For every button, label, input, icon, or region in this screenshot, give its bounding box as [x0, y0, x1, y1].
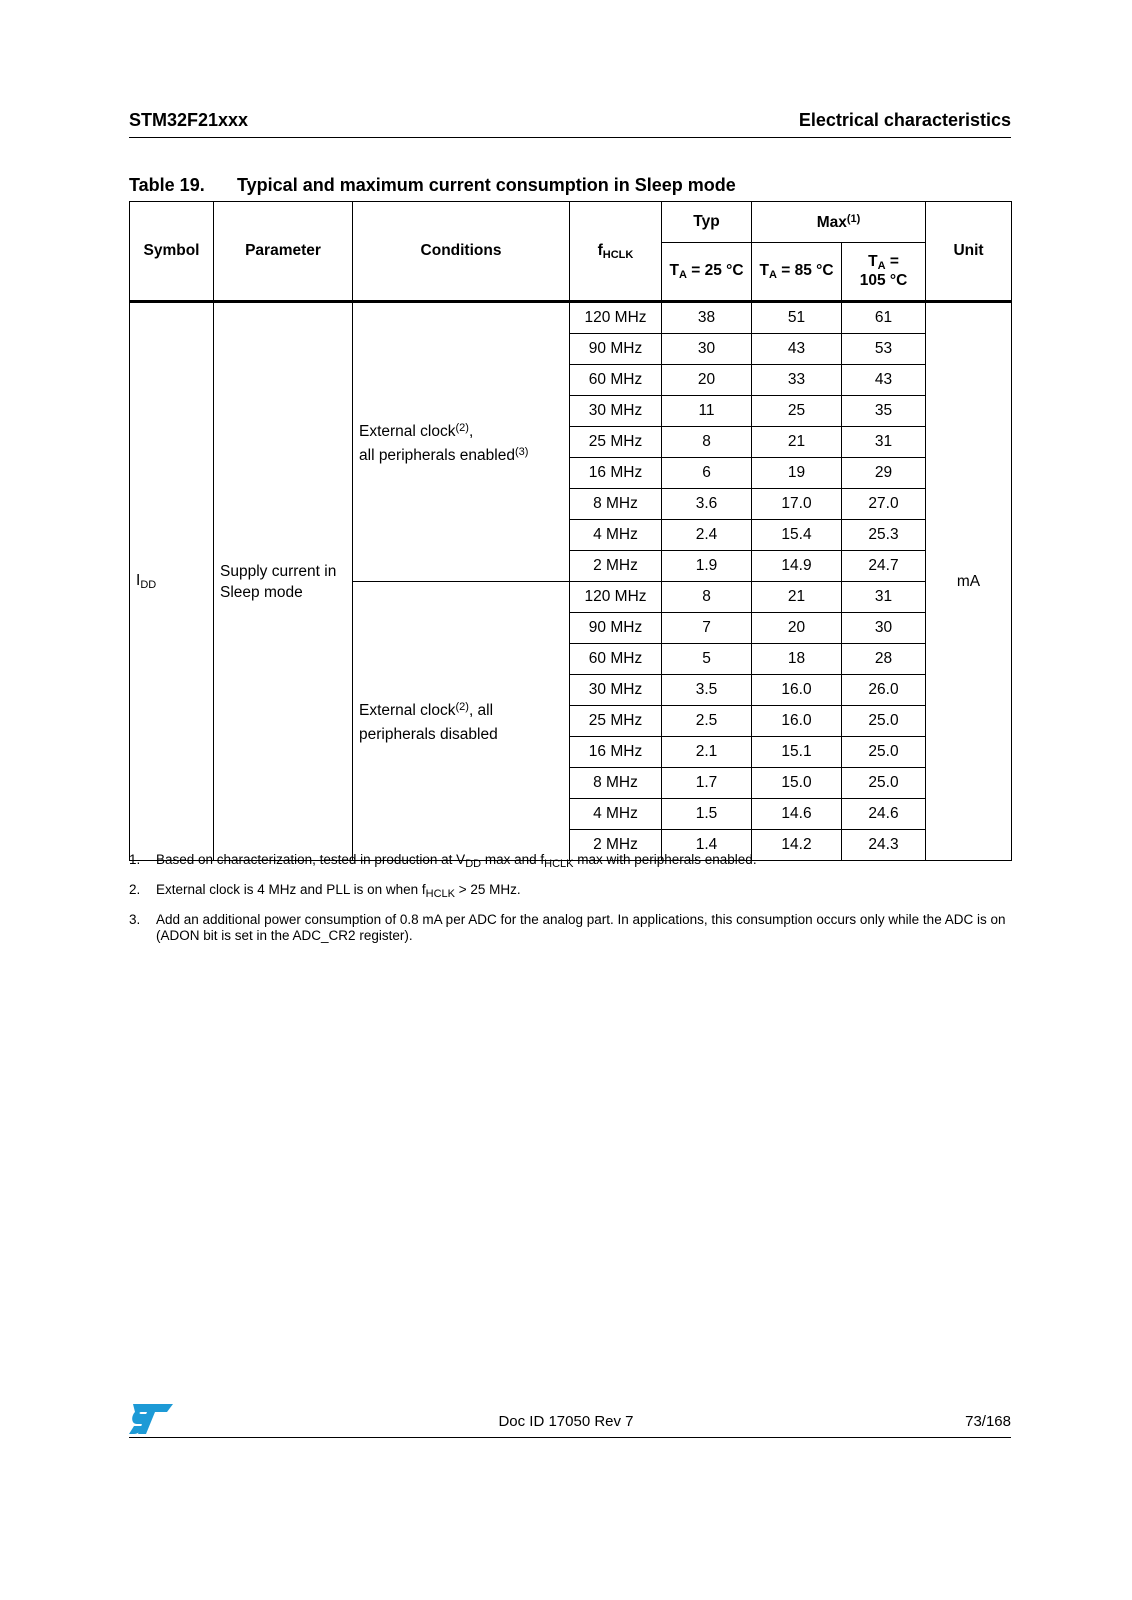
cell-typ: 2.1 [662, 737, 752, 768]
cell-max85: 21 [752, 427, 842, 458]
cell-typ: 8 [662, 582, 752, 613]
cell-max85: 14.6 [752, 799, 842, 830]
col-header-max: Max$^{(1)}$ [752, 202, 926, 243]
footnote-text: Based on characterization, tested in production at V [156, 852, 466, 867]
col-header-ta-85: $T_A = 85$ °C [752, 243, 842, 302]
current-consumption-table [129, 201, 1012, 861]
cell-max85: 16.0 [752, 706, 842, 737]
cell-max105: 29 [842, 458, 926, 489]
cell-max85: 21 [752, 582, 842, 613]
cell-typ: 8 [662, 427, 752, 458]
cell-max85: 18 [752, 644, 842, 675]
table-number: Table 19. [129, 175, 205, 195]
cell-max85: 51 [752, 302, 842, 334]
cell-max85: 33 [752, 365, 842, 396]
cell-max85: 17.0 [752, 489, 842, 520]
cell-f: 8 MHz [570, 768, 662, 799]
cell-f: 8 MHz [570, 489, 662, 520]
footnote-1 [129, 852, 1009, 872]
footnote-number: 2. [129, 882, 141, 897]
cell-max105: 31 [842, 582, 926, 613]
footnote-text: DD [465, 858, 482, 870]
cell-max85: 20 [752, 613, 842, 644]
cell-max105: 24.3 [842, 830, 926, 861]
cell-max85: 16.0 [752, 675, 842, 706]
cell-max85: 15.1 [752, 737, 842, 768]
table-title: Typical and maximum current consumption in Sleep mode [237, 175, 736, 195]
cell-f: 90 MHz [570, 613, 662, 644]
footer-doc-id: Doc ID 17050 Rev 7 [498, 1413, 634, 1430]
footnote-text: External clock is 4 MHz and PLL is on when f [156, 882, 426, 897]
cell-typ: 6 [662, 458, 752, 489]
cell-f: 16 MHz [570, 737, 662, 768]
cell-max105: 35 [842, 396, 926, 427]
cell-max85: 19 [752, 458, 842, 489]
col-header-typ: Typ [662, 202, 752, 243]
cell-max85: 15.4 [752, 520, 842, 551]
cell-max85: 43 [752, 334, 842, 365]
cell-f: 90 MHz [570, 334, 662, 365]
cell-typ: 3.5 [662, 675, 752, 706]
cell-f: 60 MHz [570, 365, 662, 396]
table-notes [129, 852, 1009, 954]
col-header-fhclk: $f_{HCLK}$ [570, 202, 662, 302]
table-body [130, 302, 1012, 861]
footer-rule [129, 1437, 1011, 1438]
cell-max105: 53 [842, 334, 926, 365]
cell-f: 25 MHz [570, 706, 662, 737]
footnote-text: max with peripherals enabled. [573, 852, 757, 867]
cell-symbol-idd: $I_{DD}$ [130, 302, 214, 861]
cell-typ: 2.5 [662, 706, 752, 737]
footnote-text: > 25 MHz. [454, 882, 521, 897]
cell-typ: 38 [662, 302, 752, 334]
footnote-text: HCLK [425, 888, 455, 900]
cell-typ: 5 [662, 644, 752, 675]
cell-typ: 20 [662, 365, 752, 396]
cell-f: 60 MHz [570, 644, 662, 675]
cell-max105: 28 [842, 644, 926, 675]
cell-f: 30 MHz [570, 675, 662, 706]
cell-typ: 1.4 [662, 830, 752, 861]
footnote-text: Add an additional power consumption of 0.8 mA per ADC for the analog part. In applications, this consumption occurs only while the ADC is on (ADON bit is set in the ADC_CR2 register). [156, 912, 1006, 943]
cell-max105: 31 [842, 427, 926, 458]
header-section-title: Electrical characteristics [798, 110, 1011, 130]
col-header-parameter: Parameter [214, 202, 353, 302]
cell-max105: 25.3 [842, 520, 926, 551]
cell-typ: 3.6 [662, 489, 752, 520]
cell-max105: 24.7 [842, 551, 926, 582]
cell-typ: 1.7 [662, 768, 752, 799]
cell-max85: 15.0 [752, 768, 842, 799]
cell-max105: 25.0 [842, 737, 926, 768]
footnote-3 [129, 912, 1009, 944]
cell-max85: 25 [752, 396, 842, 427]
cell-f: 2 MHz [570, 830, 662, 861]
cell-conditions-0: External clock$^{(2)}$, all peripherals enabled$^{(3)}$ [353, 302, 570, 582]
footnote-text: max and f [481, 852, 545, 867]
cell-parameter: Supply current in Sleep mode [214, 302, 353, 861]
cell-typ: 2.4 [662, 520, 752, 551]
cell-max85: 14.9 [752, 551, 842, 582]
cell-f: 16 MHz [570, 458, 662, 489]
col-header-ta-25: $T_A = 25$ °C [662, 243, 752, 302]
cell-f: 2 MHz [570, 551, 662, 582]
cell-f: 25 MHz [570, 427, 662, 458]
col-header-conditions: Conditions [353, 202, 570, 302]
cell-max85: 14.2 [752, 830, 842, 861]
footnote-number: 3. [129, 912, 141, 927]
cell-max105: 43 [842, 365, 926, 396]
cell-typ: 1.5 [662, 799, 752, 830]
table-row [130, 302, 1012, 334]
cell-typ: 7 [662, 613, 752, 644]
cell-f: 120 MHz [570, 582, 662, 613]
cell-conditions-1: External clock$^{(2)}$, all peripherals disabled [353, 582, 570, 861]
cell-max105: 61 [842, 302, 926, 334]
cell-max105: 26.0 [842, 675, 926, 706]
header-product-name: STM32F21xxx [129, 110, 249, 130]
cell-f: 4 MHz [570, 799, 662, 830]
cell-max105: 30 [842, 613, 926, 644]
col-header-symbol: Symbol [130, 202, 214, 302]
cell-typ: 1.9 [662, 551, 752, 582]
col-header-unit: Unit [926, 202, 1012, 302]
footnote-2 [129, 882, 1009, 902]
footer-page-number: 73/168 [965, 1413, 1011, 1430]
cell-f: 4 MHz [570, 520, 662, 551]
cell-f: 120 MHz [570, 302, 662, 334]
cell-max105: 25.0 [842, 768, 926, 799]
col-header-ta-105: $T_A$ = 105 °C [842, 243, 926, 302]
cell-typ: 11 [662, 396, 752, 427]
cell-max105: 27.0 [842, 489, 926, 520]
footnote-number: 1. [129, 852, 141, 867]
cell-typ: 30 [662, 334, 752, 365]
header-rule [129, 137, 1011, 138]
cell-f: 30 MHz [570, 396, 662, 427]
cell-max105: 25.0 [842, 706, 926, 737]
cell-max105: 24.6 [842, 799, 926, 830]
cell-unit: mA [926, 302, 1012, 861]
table-caption [129, 175, 736, 196]
footnote-text: HCLK [544, 858, 574, 870]
